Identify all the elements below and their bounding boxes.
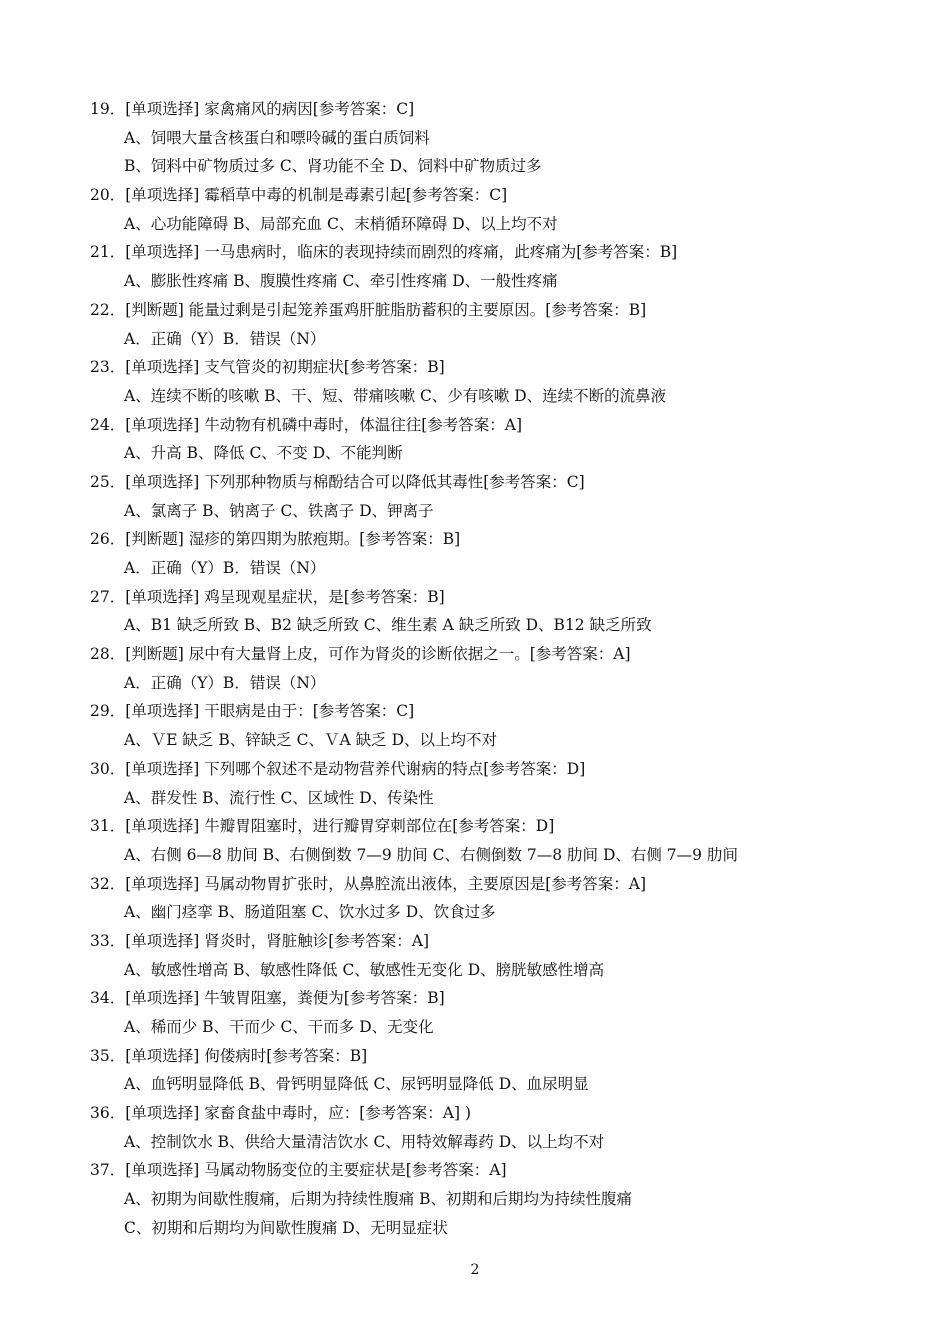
answer-options: A、氯离子 B、钠离子 C、铁离子 D、钾离子 (124, 501, 434, 520)
question-stem: 34．[单项选择] 牛皱胃阻塞，粪便为[参考答案：B] (90, 989, 445, 1008)
question-item (90, 640, 910, 697)
answer-options: A、群发性 B、流行性 C、区域性 D、传染性 (124, 788, 434, 807)
answer-options: A、初期为间歇性腹痛，后期为持续性腹痛 B、初期和后期均为持续性腹痛 (124, 1190, 633, 1209)
answer-options: A、饲喂大量含核蛋白和嘌呤碱的蛋白质饲料 (124, 128, 430, 147)
question-stem: 22．[判断题] 能量过剩是引起笼养蛋鸡肝脏脂肪蓄积的主要原因。[参考答案：B] (90, 300, 647, 319)
question-item (90, 411, 910, 468)
question-stem: 19．[单项选择] 家禽痛风的病因[参考答案：C] (90, 100, 415, 118)
question-stem: 24．[单项选择] 牛动物有机磷中毒时，体温往往[参考答案：A] (90, 415, 523, 434)
question-item (90, 870, 910, 927)
question-stem: 21．[单项选择] 一马患病时，临床的表现持续而剧烈的疼痛，此疼痛为[参考答案：B] (90, 243, 678, 262)
answer-options: A、右侧 6—8 肋间 B、右侧倒数 7—9 肋间 C、右侧倒数 7—8 肋间 D、右侧 7—9 肋间 (124, 845, 738, 864)
question-stem: 33．[单项选择] 肾炎时，肾脏触诊[参考答案：A] (90, 931, 430, 950)
question-item (90, 353, 910, 410)
question-item (90, 525, 910, 582)
answer-options: A．正确（Y）B．错误（N） (124, 559, 326, 577)
question-item (90, 1156, 910, 1242)
question-item (90, 697, 910, 754)
page-number: 2 (470, 1262, 480, 1278)
answer-options: A、B1 缺乏所致 B、B2 缺乏所致 C、维生素 A 缺乏所致 D、B12 缺乏所致 (124, 616, 652, 635)
question-list (90, 95, 910, 1243)
answer-options: A、稀而少 B、干而少 C、干而多 D、无变化 (124, 1018, 434, 1036)
question-item (90, 927, 910, 984)
question-stem: 31．[单项选择] 牛瓣胃阻塞时，进行瓣胃穿刺部位在[参考答案：D] (90, 817, 555, 836)
question-item (90, 296, 910, 353)
question-stem: 27．[单项选择] 鸡呈现观星症状，是[参考答案：B] (90, 587, 445, 606)
question-stem: 26．[判断题] 湿疹的第四期为脓疱期。[参考答案：B] (90, 530, 461, 549)
question-item (90, 468, 910, 525)
answer-options: A、控制饮水 B、供给大量清洁饮水 C、用特效解毒药 D、以上均不对 (124, 1132, 605, 1151)
question-stem: 36．[单项选择] 家畜食盐中毒时，应：[参考答案：A] ) (90, 1104, 472, 1123)
answer-options: A、幽门痉挛 B、肠道阻塞 C、饮水过多 D、饮食过多 (124, 903, 496, 922)
answer-options: A、连续不断的咳嗽 B、干、短、带痛咳嗽 C、少有咳嗽 D、连续不断的流鼻液 (124, 386, 667, 405)
answer-options: A、血钙明显降低 B、骨钙明显降低 C、尿钙明显降低 D、血尿明显 (124, 1075, 589, 1094)
question-item (90, 812, 910, 869)
question-stem: 20．[单项选择] 霉稻草中毒的机制是毒素引起[参考答案：C] (90, 186, 508, 205)
question-stem: 37．[单项选择] 马属动物肠变位的主要症状是[参考答案：A] (90, 1161, 507, 1180)
question-stem: 30．[单项选择] 下列哪个叙述不是动物营养代谢病的特点[参考答案：D] (90, 759, 586, 778)
question-stem: 35．[单项选择] 佝偻病时[参考答案：B] (90, 1046, 368, 1065)
question-item (90, 984, 910, 1041)
question-item (90, 1042, 910, 1099)
answer-options: A．正确（Y）B．错误（N） (124, 673, 326, 692)
answer-options: A．正确（Y）B．错误（N） (124, 329, 326, 348)
question-stem: 29．[单项选择] 干眼病是由于：[参考答案：C] (90, 702, 415, 721)
answer-options: B、饲料中矿物质过多 C、肾功能不全 D、饲料中矿物质过多 (124, 157, 542, 176)
answer-options: A、ＶE 缺乏 B、锌缺乏 C、ＶA 缺乏 D、以上均不对 (124, 731, 498, 750)
answer-options: A、敏感性增高 B、敏感性降低 C、敏感性无变化 D、膀胱敏感性增高 (124, 960, 605, 979)
question-item (90, 583, 910, 640)
answer-options: C、初期和后期均为间歇性腹痛 D、无明显症状 (124, 1218, 448, 1237)
question-item (90, 755, 910, 812)
question-stem: 25．[单项选择] 下列那种物质与棉酚结合可以降低其毒性[参考答案：C] (90, 472, 585, 491)
question-item (90, 181, 910, 238)
answer-options: A、膨胀性疼痛 B、腹膜性疼痛 C、牵引性疼痛 D、一般性疼痛 (124, 272, 558, 291)
answer-options: A、心功能障碍 B、局部充血 C、末梢循环障碍 D、以上均不对 (124, 214, 558, 233)
question-item (90, 95, 910, 181)
answer-options: A、升高 B、降低 C、不变 D、不能判断 (124, 444, 403, 463)
question-item (90, 1099, 910, 1156)
question-stem: 32．[单项选择] 马属动物胃扩张时，从鼻腔流出液体，主要原因是[参考答案：A] (90, 874, 647, 893)
question-stem: 23．[单项选择] 支气管炎的初期症状[参考答案：B] (90, 358, 445, 377)
question-item (90, 238, 910, 295)
question-stem: 28．[判断题] 尿中有大量肾上皮，可作为肾炎的诊断依据之一。[参考答案：A] (90, 645, 631, 664)
